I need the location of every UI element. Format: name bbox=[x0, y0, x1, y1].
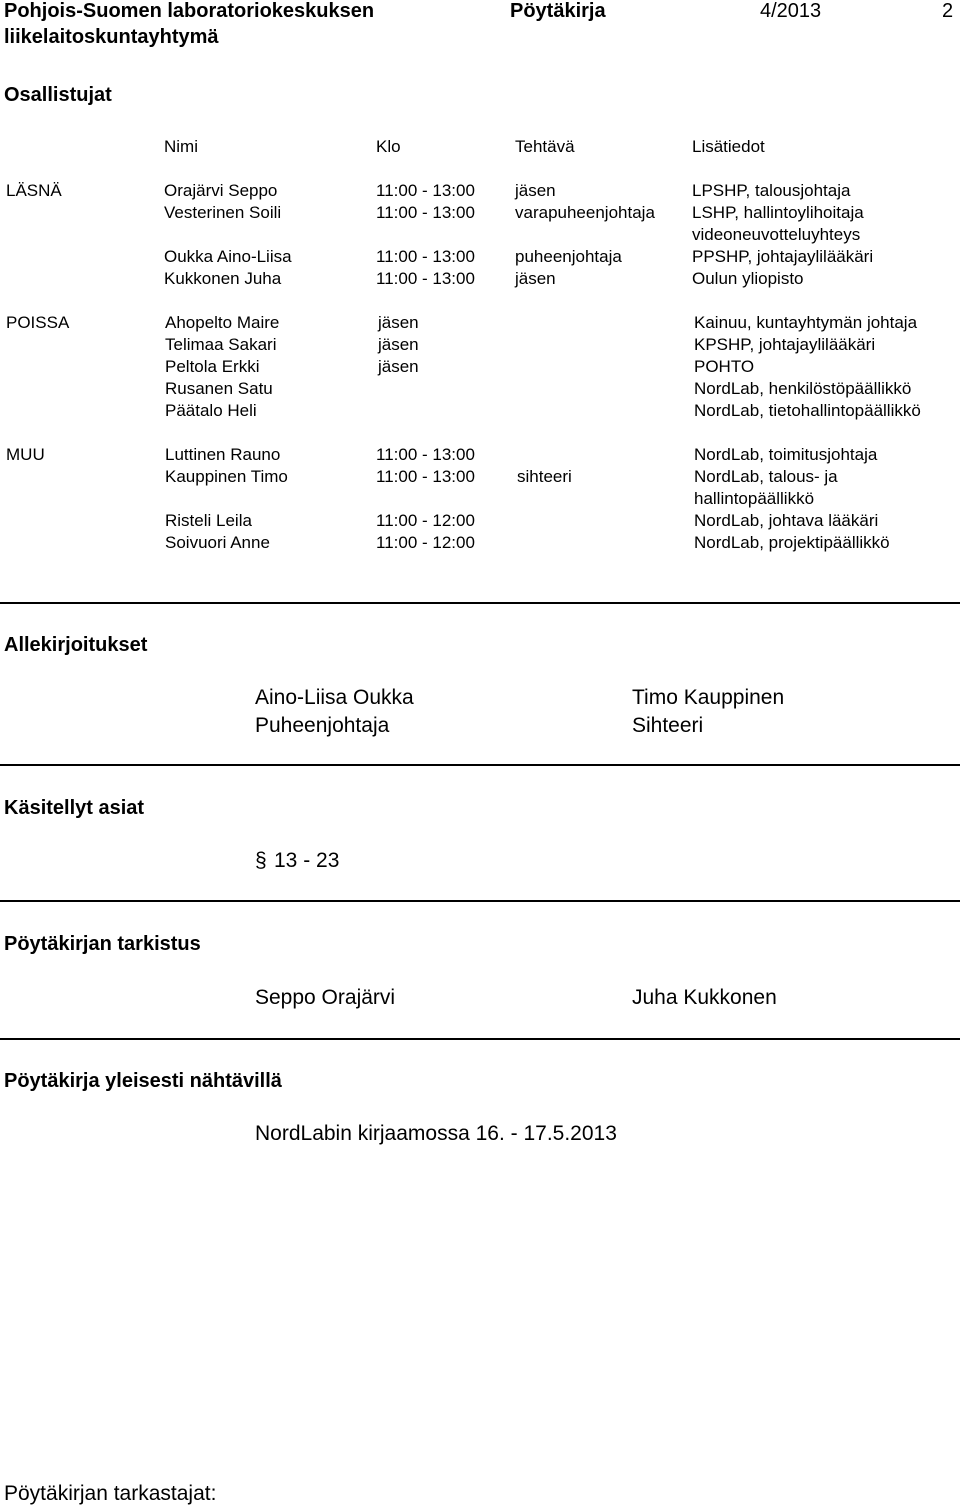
participant-time: 11:00 - 12:00 bbox=[376, 511, 475, 530]
participant-info-continued: hallintopäällikkö bbox=[694, 489, 815, 508]
participant-name: Kukkonen Juha bbox=[164, 269, 282, 288]
participant-name: Kauppinen Timo bbox=[165, 467, 288, 486]
matters-title: Käsitellyt asiat bbox=[4, 797, 145, 819]
participant-info: NordLab, talous- ja bbox=[694, 467, 838, 486]
participant-role: varapuheenjohtaja bbox=[515, 203, 655, 222]
group-label-present: LÄSNÄ bbox=[6, 181, 62, 200]
participant-info: NordLab, projektipäällikkö bbox=[694, 533, 890, 552]
secretary-title: Sihteeri bbox=[632, 714, 704, 737]
section-divider bbox=[0, 1038, 960, 1040]
participant-info: NordLab, henkilöstöpäällikkö bbox=[694, 379, 912, 398]
participant-time: 11:00 - 13:00 bbox=[376, 269, 475, 288]
participant-info: LSHP, hallintoylihoitaja bbox=[692, 203, 864, 222]
participant-info: Oulun yliopisto bbox=[692, 269, 804, 288]
reviewer-1-name: Seppo Orajärvi bbox=[255, 986, 396, 1009]
participant-info: PPSHP, johtajaylilääkäri bbox=[692, 247, 874, 266]
org-name-line2: liikelaitoskuntayhtymä bbox=[4, 26, 219, 48]
section-sign: § bbox=[255, 849, 267, 872]
participant-time: 11:00 - 13:00 bbox=[376, 203, 475, 222]
signatures-title: Allekirjoitukset bbox=[4, 634, 148, 656]
column-header-name: Nimi bbox=[164, 137, 198, 156]
participant-name: Ahopelto Maire bbox=[165, 313, 280, 332]
participant-info-continued: videoneuvotteluyhteys bbox=[692, 225, 861, 244]
participant-role: jäsen bbox=[378, 357, 419, 376]
public-display-title: Pöytäkirja yleisesti nähtävillä bbox=[4, 1070, 282, 1092]
participant-info: LPSHP, talousjohtaja bbox=[692, 181, 851, 200]
group-label-absent: POISSA bbox=[6, 313, 70, 332]
participant-name: Soivuori Anne bbox=[165, 533, 270, 552]
participant-name: Telimaa Sakari bbox=[165, 335, 277, 354]
participant-info: Kainuu, kuntayhtymän johtaja bbox=[694, 313, 918, 332]
section-divider bbox=[0, 602, 960, 604]
chair-title: Puheenjohtaja bbox=[255, 714, 390, 737]
document-type: Pöytäkirja bbox=[510, 0, 606, 22]
participant-time: 11:00 - 13:00 bbox=[376, 445, 475, 464]
participant-role: puheenjohtaja bbox=[515, 247, 622, 266]
participant-info: POHTO bbox=[694, 357, 755, 376]
reviewers-label: Pöytäkirjan tarkastajat: bbox=[4, 1482, 217, 1505]
participant-info: KPSHP, johtajaylilääkäri bbox=[694, 335, 876, 354]
chair-name: Aino-Liisa Oukka bbox=[255, 686, 414, 709]
section-divider bbox=[0, 900, 960, 902]
participant-role: jäsen bbox=[515, 269, 556, 288]
participant-name: Oukka Aino-Liisa bbox=[164, 247, 292, 266]
section-divider bbox=[0, 764, 960, 766]
participant-name: Luttinen Rauno bbox=[165, 445, 281, 464]
participant-time: 11:00 - 13:00 bbox=[376, 181, 475, 200]
participant-role: jäsen bbox=[378, 313, 419, 332]
participant-role: jäsen bbox=[515, 181, 556, 200]
secretary-name: Timo Kauppinen bbox=[632, 686, 785, 709]
column-header-role: Tehtävä bbox=[515, 137, 575, 156]
participant-name: Risteli Leila bbox=[165, 511, 252, 530]
matters-range: 13 - 23 bbox=[274, 849, 340, 872]
participant-time: 11:00 - 12:00 bbox=[376, 533, 475, 552]
group-label-other: MUU bbox=[6, 445, 45, 464]
participant-name: Peltola Erkki bbox=[165, 357, 260, 376]
org-name-line1: Pohjois-Suomen laboratoriokeskuksen bbox=[4, 0, 375, 22]
participant-name: Orajärvi Seppo bbox=[164, 181, 278, 200]
participant-role: sihteeri bbox=[517, 467, 572, 486]
review-title: Pöytäkirjan tarkistus bbox=[4, 933, 201, 955]
participant-time: 11:00 - 13:00 bbox=[376, 247, 475, 266]
participant-info: NordLab, tietohallintopäällikkö bbox=[694, 401, 921, 420]
document-number: 4/2013 bbox=[760, 0, 822, 22]
participant-role: jäsen bbox=[378, 335, 419, 354]
participant-name: Päätalo Heli bbox=[165, 401, 257, 420]
participant-time: 11:00 - 13:00 bbox=[376, 467, 475, 486]
participants-title: Osallistujat bbox=[4, 84, 112, 106]
page-number: 2 bbox=[942, 0, 954, 22]
reviewer-2-name: Juha Kukkonen bbox=[632, 986, 777, 1009]
participant-name: Vesterinen Soili bbox=[164, 203, 282, 222]
public-display-text: NordLabin kirjaamossa 16. - 17.5.2013 bbox=[255, 1122, 617, 1145]
column-header-info: Lisätiedot bbox=[692, 137, 765, 156]
participant-name: Rusanen Satu bbox=[165, 379, 273, 398]
column-header-time: Klo bbox=[376, 137, 401, 156]
participant-info: NordLab, toimitusjohtaja bbox=[694, 445, 878, 464]
participant-info: NordLab, johtava lääkäri bbox=[694, 511, 879, 530]
